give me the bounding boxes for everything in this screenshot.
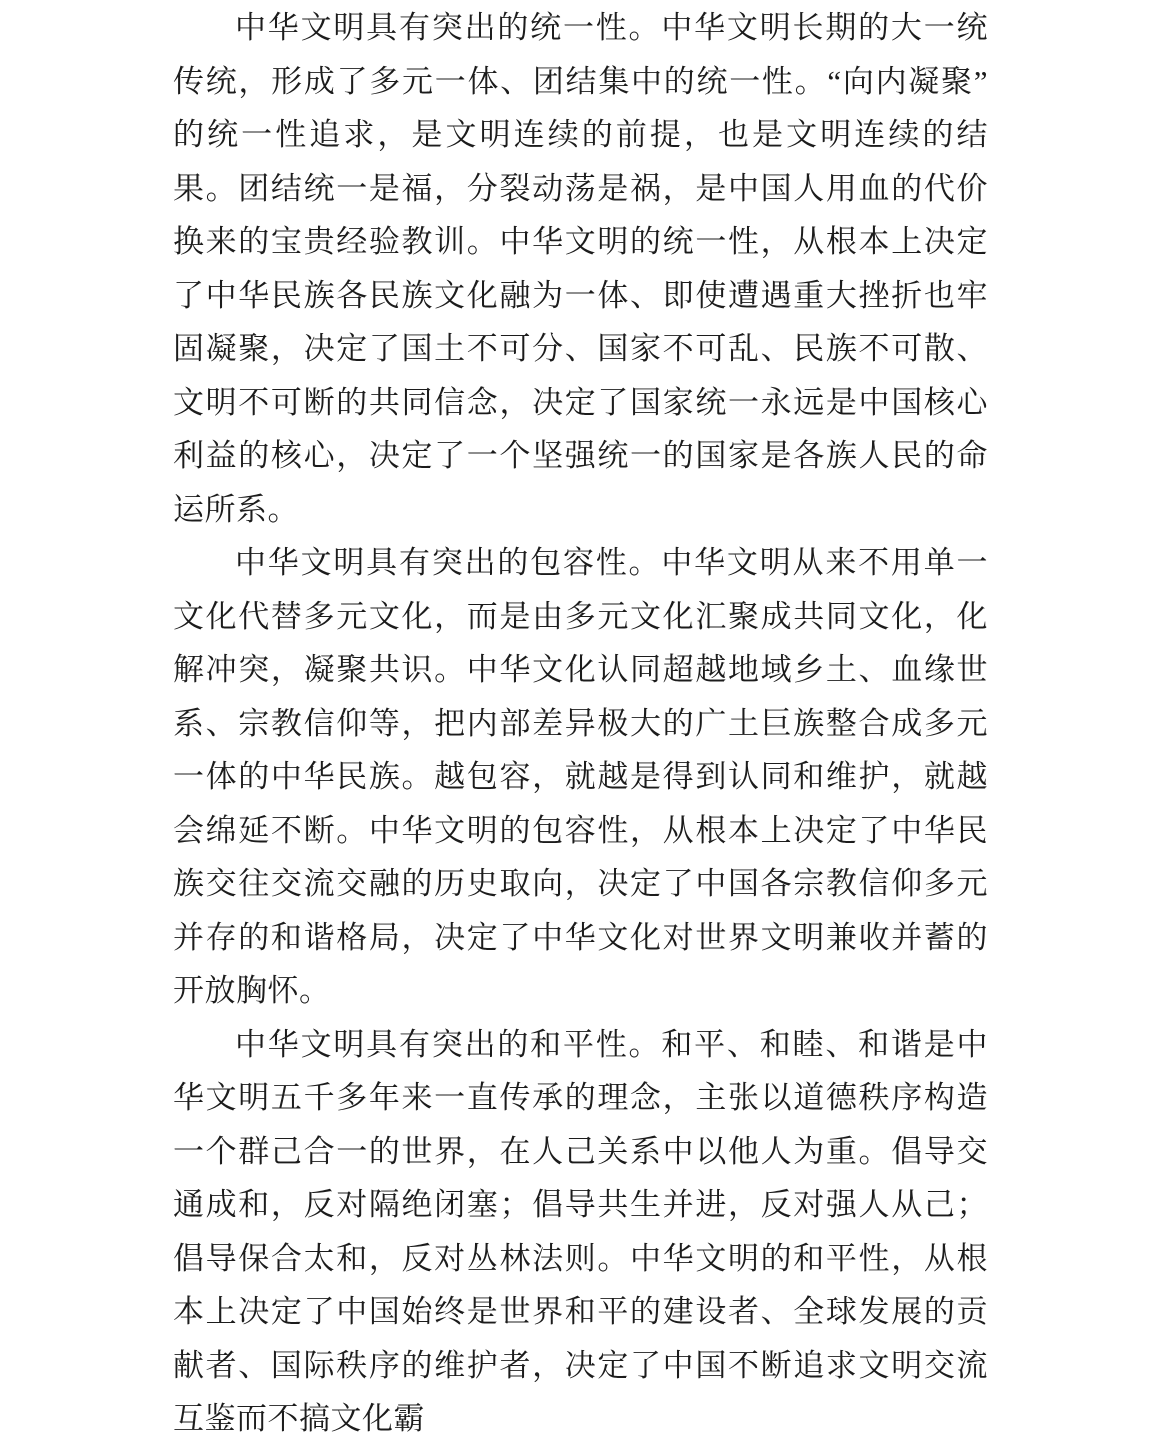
paragraph-peacefulness: 中华文明具有突出的和平性。和平、和睦、和谐是中华文明五千多年来一直传承的理念，主张以道德秩序构造一个群己合一的世界，在人己关系中以他人为重。倡导交通成和，反对隔绝闭塞；倡导共生并进，反对强人从己；倡导保合太和，反对丛林法则。中华文明的和平性，从根本上决定了中国始终是世界和平的建设者、全球发展的贡献者、国际秩序的维护者，决定了中国不断追求文明交流互鉴而不搞文化霸 — [173, 1026, 988, 1436]
paragraph-unity: 中华文明具有突出的统一性。中华文明长期的大一统传统，形成了多元一体、团结集中的统一性。“向内凝聚”的统一性追求，是文明连续的前提，也是文明连续的结果。团结统一是福，分裂动荡是祸，是中国人用血的代价换来的宝贵经验教训。中华文明的统一性，从根本上决定了中华民族各民族文化融为一体、即使遭遇重大挫折也牢固凝聚，决定了国土不可分、国家不可乱、民族不可散、文明不可断的共同信念，决定了国家统一永远是中国核心利益的核心，决定了一个坚强统一的国家是各族人民的命运所系。 — [173, 10, 988, 527]
paragraph-inclusiveness: 中华文明具有突出的包容性。中华文明从来不用单一文化代替多元文化，而是由多元文化汇聚成共同文化，化解冲突，凝聚共识。中华文化认同超越地域乡土、血缘世系、宗教信仰等，把内部差异极大的广土巨族整合成多元一体的中华民族。越包容，就越是得到认同和维护，就越会绵延不断。中华文明的包容性，从根本上决定了中华民族交往交流交融的历史取向，决定了中国各宗教信仰多元并存的和谐格局，决定了中华文化对世界文明兼收并蓄的开放胸怀。 — [173, 545, 988, 1008]
